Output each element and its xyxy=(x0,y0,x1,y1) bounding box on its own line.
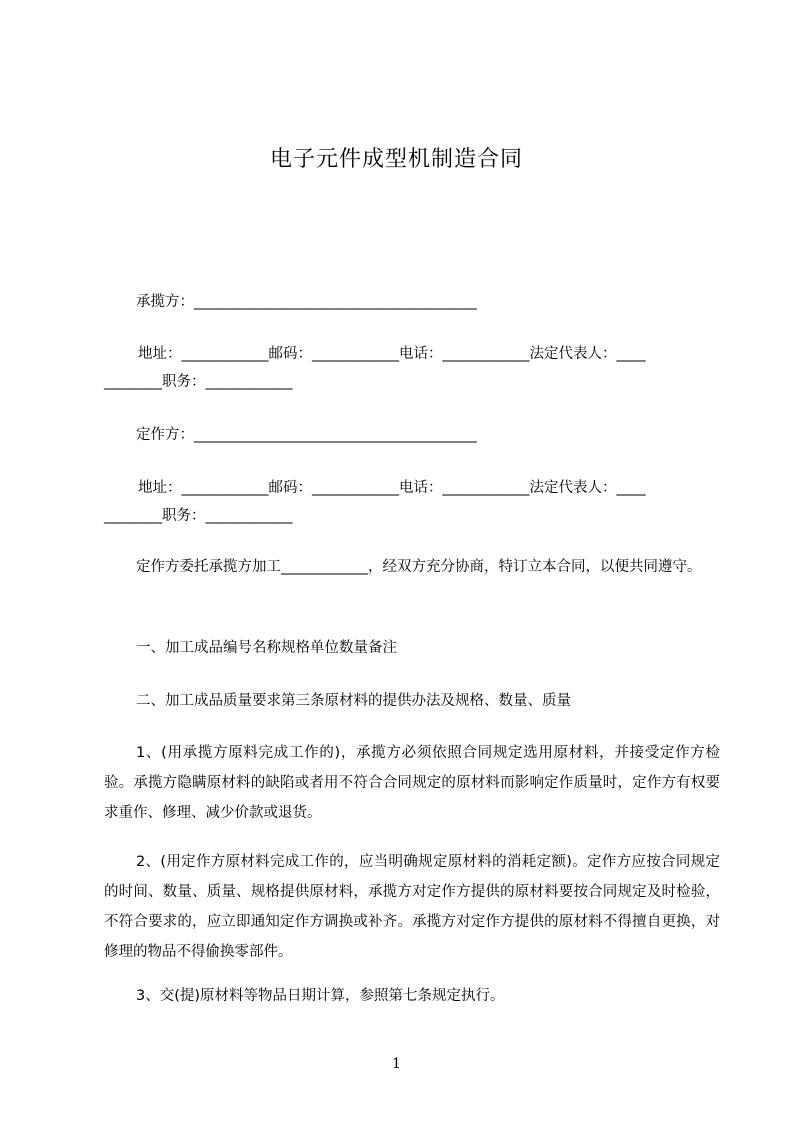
contractor-line: 承揽方：_______________________________________ xyxy=(136,294,477,310)
intro-paragraph xyxy=(104,552,720,582)
orderer-line: 定作方：_______________________________________ xyxy=(136,427,477,443)
section-1-heading: 一、加工成品编号名称规格单位数量备注 xyxy=(136,640,397,656)
clause-2-text: 2、(用定作方原材料完成工作的，应当明确规定原材料的消耗定额)。定作方应按合同规定的时间、数量、质量、规格提供原材料，承揽方对定作方提供的原材料要按合同规定及时检验，不符合要求的，应立即通知定作方调换或补齐。承揽方对定作方提供的原材料不得擅自更换，对修理的物品不得偷换零部件。 xyxy=(104,854,720,960)
intro-text: 定作方委托承揽方加工____________，经双方充分协商，特订立本合同，以便共同遵守。 xyxy=(136,559,702,575)
section-2-heading: 二、加工成品质量要求第三条原材料的提供办法及规格、数量、质量 xyxy=(136,693,571,709)
orderer-info-line-1: 地址：____________邮码：____________电话：____________法定代表人：____ xyxy=(138,480,646,496)
document-title: 电子元件成型机制造合同 xyxy=(269,147,523,172)
clause-1-text: 1、(用承揽方原料完成工作的)，承揽方必须依照合同规定选用原材料，并接受定作方检验。承揽方隐瞒原材料的缺陷或者用不符合合同规定的原材料而影响定作质量时，定作方有权要求重作、修理、减少价款或退货。 xyxy=(104,745,720,821)
contractor-info-line-2: ________职务：____________ xyxy=(104,374,293,390)
clause-3-line: 3、交(提)原材料等物品日期计算，参照第七条规定执行。 xyxy=(136,988,505,1004)
orderer-info-line-2: ________职务：____________ xyxy=(104,508,293,524)
clause-1-paragraph xyxy=(104,738,720,828)
page-number: 1 xyxy=(392,1056,401,1072)
contractor-info-line-1: 地址：____________邮码：____________电话：____________法定代表人：____ xyxy=(138,346,646,362)
clause-2-paragraph xyxy=(104,847,720,967)
